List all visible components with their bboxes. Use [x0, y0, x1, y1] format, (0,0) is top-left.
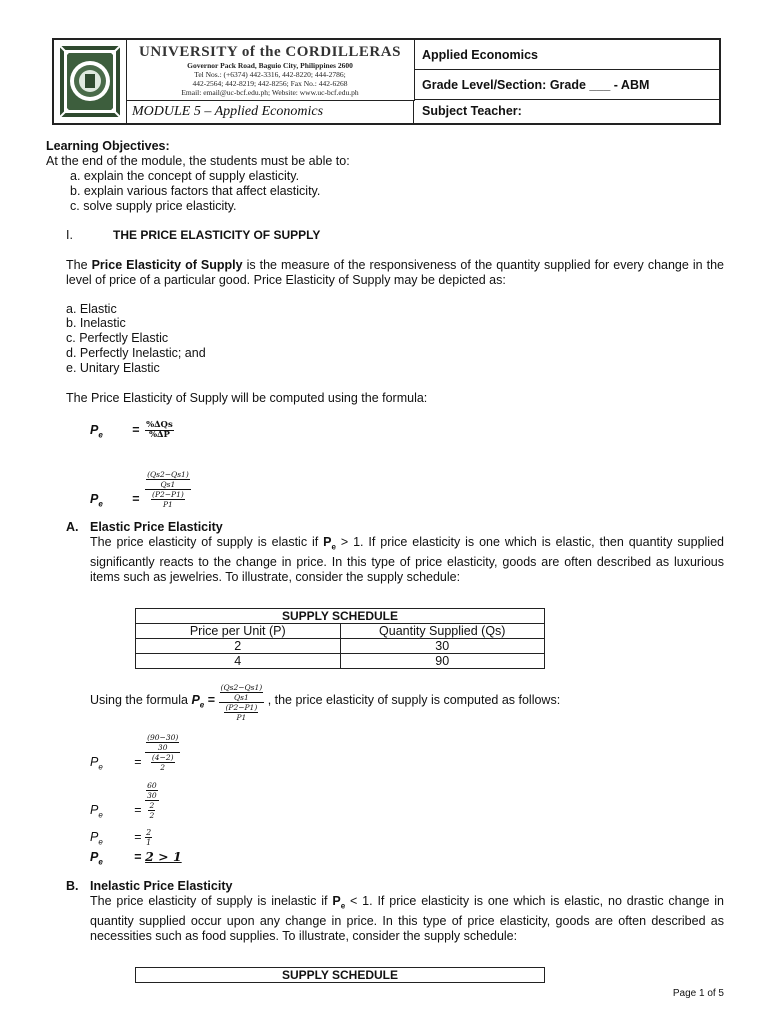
column-header: Price per Unit (P) — [136, 624, 341, 639]
formula-percent: $P_e$ = $\frac{\%\Delta Qs}{\%\Delta P}$ — [90, 420, 173, 440]
term-bold: Price Elasticity of Supply — [91, 258, 243, 272]
address: Governor Pack Road, Baguio City, Philippines 2600 — [187, 61, 353, 70]
fraction: $\frac{\frac{(Qs2-Qs1)}{Qs1}}{\frac{(P2-P1)}{P1}}$ — [147, 470, 189, 509]
fraction: $\frac{\%\Delta Qs}{\%\Delta P}$ — [146, 420, 173, 440]
supply-schedule-table-b — [135, 967, 545, 983]
telephone-2: 442-2564; 442-8219; 442-8256; Fax No.: 442-6268 — [192, 79, 348, 88]
table-title: SUPPLY SCHEDULE — [136, 609, 545, 624]
page-number: Page 1 of 5 — [672, 988, 724, 999]
table-cell: 2 — [136, 639, 341, 654]
table-cell: 4 — [136, 654, 341, 669]
grade-level: Grade Level/Section: Grade ___ - ABM — [414, 70, 719, 100]
telephone-1: Tel Nos.: (+6374) 442-3316, 442-8220; 444-2786; — [194, 70, 346, 79]
table-row — [136, 639, 545, 654]
column-header: Quantity Supplied (Qs) — [340, 624, 545, 639]
section-a-title: Elastic Price Elasticity — [90, 520, 223, 534]
computation-step-3: $P_e$ = $\frac{2}{1}$ — [90, 828, 152, 847]
supply-schedule-table — [135, 608, 545, 669]
elasticity-type: a. Elastic — [66, 302, 117, 316]
email-website: Email: email@uc-bcf.edu.ph; Website: www.uc-bcf.edu.ph — [181, 88, 359, 97]
subject-name: Applied Economics — [414, 40, 719, 70]
fraction: $\frac{2}{1}$ — [146, 828, 152, 847]
table-title: SUPPLY SCHEDULE — [136, 968, 545, 983]
objectives-intro: At the end of the module, the students must be able to: — [46, 154, 350, 168]
objective-item: c. solve supply price elasticity. — [70, 199, 237, 213]
objectives-heading: Learning Objectives: — [46, 139, 170, 153]
section-a-paragraph: The price elasticity of supply is elastic if $P_e > 1$. If price elasticity is one which is elastic, then quantity supplied significantly reacts to the change in price. In this type of price elasticity, goods are often described as luxurious items such as jewelries. To illustrate, consider the supply schedule: — [90, 535, 724, 584]
fraction: $\frac{\frac{60}{30}}{\frac{2}{2}}$ — [147, 781, 157, 820]
computation-step-2: $P_e$ = $\frac{\frac{60}{30}}{\frac{2}{2}}$ — [90, 781, 157, 820]
subject-teacher: Subject Teacher: — [422, 104, 522, 118]
university-name: UNIVERSITY of the CORDILLERAS — [139, 44, 401, 60]
computation-step-1: $P_e$ = $\frac{\frac{(90-30)}{30}}{\frac{(4-2)}{2}}$ — [90, 733, 179, 772]
objective-item: a. explain the concept of supply elasticity. — [70, 169, 300, 183]
formula-midpoint: $P_e$ = $\frac{\frac{(Qs2-Qs1)}{Qs1}}{\frac{(P2-P1)}{P1}}$ — [90, 470, 189, 509]
module-title: MODULE 5 – Applied Economics — [126, 100, 414, 123]
computation-result: $P_e = 2 > 1$ — [90, 849, 182, 867]
seal-icon — [54, 40, 126, 123]
table-cell: 90 — [340, 654, 545, 669]
result-value: 2 > 1 — [145, 849, 182, 864]
section-b-letter: B. — [66, 879, 79, 893]
university-seal — [54, 40, 127, 123]
section-number: I. — [66, 228, 73, 242]
elasticity-type: e. Unitary Elastic — [66, 361, 160, 375]
elasticity-type: d. Perfectly Inelastic; and — [66, 346, 206, 360]
fraction: $\frac{\frac{(90-30)}{30}}{\frac{(4-2)}{2}}$ — [147, 733, 179, 772]
module-header — [52, 38, 721, 125]
section-b-title: Inelastic Price Elasticity — [90, 879, 233, 893]
section-b-paragraph: The price elasticity of supply is inelastic if $P_e < 1$. If price elasticity is one which is elastic, no drastic change in quantity supplied occur upon any change in price. In this type of price elasticity, goods are often described as necessities such as food supplies. To illustrate, consider the supply schedule: — [90, 894, 725, 943]
table-row — [136, 654, 545, 669]
elasticity-type: c. Perfectly Elastic — [66, 331, 169, 345]
definition-paragraph: The Price Elasticity of Supply is the measure of the responsiveness of the quantity supplied for every change in the level of price of a particular good. Price Elasticity of Supply may be depicted as: — [66, 258, 724, 287]
using-formula-line: Using the formula $P_e$ = $\frac{\frac{(Qs2-Qs1)}{Qs1}}{\frac{(P2-P1)}{P1}}$ , the price elasticity of supply is computed as follows: — [90, 683, 561, 722]
university-info — [126, 40, 415, 101]
formula-intro: The Price Elasticity of Supply will be computed using the formula: — [66, 391, 428, 405]
section-title: THE PRICE ELASTICITY OF SUPPLY — [113, 228, 321, 242]
elasticity-type: b. Inelastic — [66, 316, 126, 330]
objective-item: b. explain various factors that affect elasticity. — [70, 184, 321, 198]
fraction: $\frac{\frac{(Qs2-Qs1)}{Qs1}}{\frac{(P2-P1)}{P1}}$ — [220, 683, 263, 722]
section-a-letter: A. — [66, 520, 79, 534]
table-cell: 30 — [340, 639, 545, 654]
